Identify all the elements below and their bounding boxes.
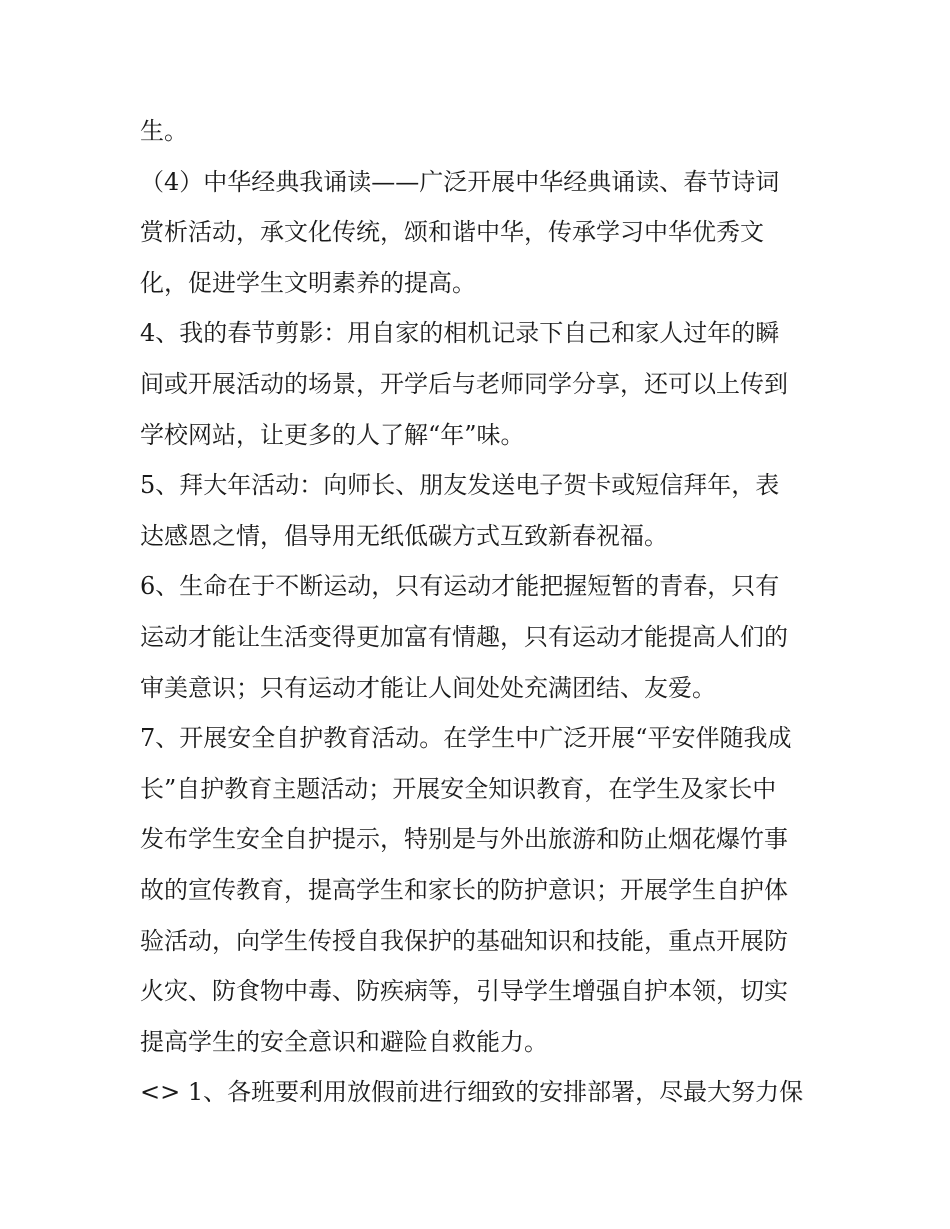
text-line: 提高学生的安全意识和避险自救能力。 [140, 1027, 548, 1056]
document-body [140, 106, 820, 1118]
text-line: 验活动，向学生传授自我保护的基础知识和技能，重点开展防 [140, 926, 788, 955]
text-line: 4、我的春节剪影：用自家的相机记录下自己和家人过年的瞬 [140, 319, 780, 348]
text-line: （4）中华经典我诵读——广泛开展中华经典诵读、春节诗词 [140, 167, 780, 196]
text-line: 故的宣传教育，提高学生和家长的防护意识；开展学生自护体 [140, 875, 788, 904]
text-line: 生。 [140, 117, 188, 145]
text-line: 学校网站，让更多的人了解“年”味。 [140, 420, 525, 449]
text-line: 7、开展安全自护教育活动。在学生中广泛开展“平安伴随我成 [140, 724, 792, 753]
text-line: 火灾、防食物中毒、防疾病等，引导学生增强自护本领，切实 [140, 977, 788, 1006]
text-line: 运动才能让生活变得更加富有情趣，只有运动才能提高人们的 [140, 622, 788, 651]
text-line: 长”自护教育主题活动；开展安全知识教育，在学生及家长中 [140, 774, 777, 803]
text-line: 审美意识；只有运动才能让人间处处充满团结、友爱。 [140, 673, 716, 702]
text-line: <> 1、各班要利用放假前进行细致的安排部署，尽最大努力保 [140, 1078, 804, 1107]
text-line: 间或开展活动的场景，开学后与老师同学分享，还可以上传到 [140, 369, 788, 398]
text-line: 赏析活动，承文化传统，颂和谐中华，传承学习中华优秀文 [140, 218, 764, 247]
text-line: 5、拜大年活动：向师长、朋友发送电子贺卡或短信拜年，表 [140, 471, 780, 500]
text-line: 化，促进学生文明素养的提高。 [140, 268, 476, 297]
text-line: 达感恩之情，倡导用无纸低碳方式互致新春祝福。 [140, 521, 668, 550]
text-line: 6、生命在于不断运动，只有运动才能把握短暂的青春，只有 [140, 572, 780, 601]
text-line: 发布学生安全自护提示，特别是与外出旅游和防止烟花爆竹事 [140, 825, 788, 854]
